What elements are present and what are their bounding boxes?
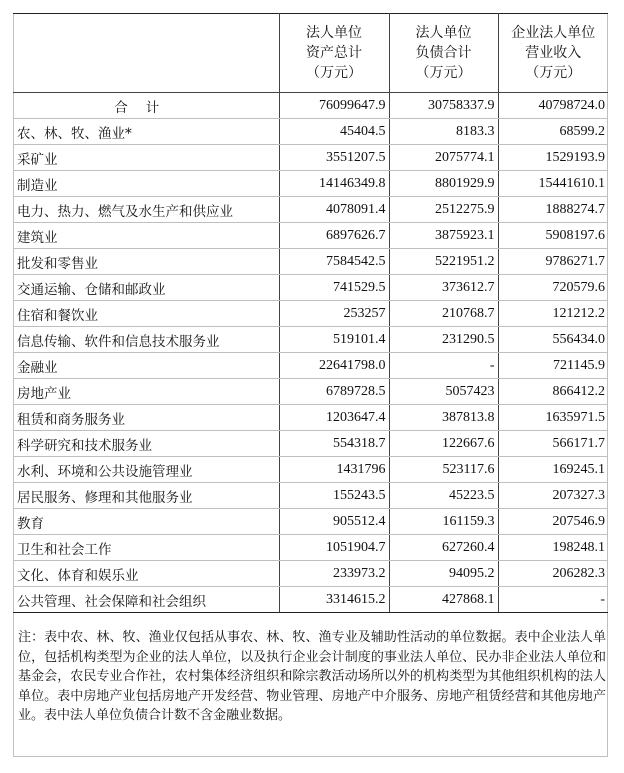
assets-cell: 741529.5 — [279, 275, 389, 301]
revenue-cell: 866412.2 — [498, 379, 608, 405]
industry-name-cell: 电力、热力、燃气及水生产和供应业 — [13, 197, 279, 223]
liabilities-cell: 2075774.1 — [389, 145, 498, 171]
assets-cell: 1203647.4 — [279, 405, 389, 431]
table-row — [13, 379, 608, 405]
revenue-cell: 207327.3 — [498, 483, 608, 509]
table-row — [13, 483, 608, 509]
statistics-table-container — [13, 13, 608, 613]
revenue-cell: 9786271.7 — [498, 249, 608, 275]
revenue-cell: 721145.9 — [498, 353, 608, 379]
assets-cell: 45404.5 — [279, 119, 389, 145]
assets-cell: 22641798.0 — [279, 353, 389, 379]
liabilities-cell: 94095.2 — [389, 561, 498, 587]
assets-cell: 6897626.7 — [279, 223, 389, 249]
assets-cell: 6789728.5 — [279, 379, 389, 405]
industry-name-cell: 农、林、牧、渔业* — [13, 119, 279, 145]
assets-cell: 76099647.9 — [279, 93, 389, 119]
industry-name-cell: 合计 — [13, 93, 279, 119]
header-assets-label: 法人单位 资产总计 （万元） — [306, 25, 362, 81]
revenue-cell: 566171.7 — [498, 431, 608, 457]
liabilities-cell: - — [389, 353, 498, 379]
revenue-cell: 68599.2 — [498, 119, 608, 145]
revenue-cell: 1529193.9 — [498, 145, 608, 171]
header-liabilities-label: 法人单位 负债合计 （万元） — [415, 25, 472, 81]
liabilities-cell: 8183.3 — [389, 119, 498, 145]
table-row-total — [13, 93, 608, 119]
liabilities-cell: 387813.8 — [389, 405, 498, 431]
table-row — [13, 171, 608, 197]
liabilities-cell: 427868.1 — [389, 587, 498, 613]
liabilities-cell: 523117.6 — [389, 457, 498, 483]
liabilities-cell: 2512275.9 — [389, 197, 498, 223]
revenue-cell: 720579.6 — [498, 275, 608, 301]
table-row — [13, 353, 608, 379]
table-row — [13, 457, 608, 483]
revenue-cell: 15441610.1 — [498, 171, 608, 197]
revenue-cell: 5908197.6 — [498, 223, 608, 249]
revenue-cell: 1635971.5 — [498, 405, 608, 431]
revenue-cell: 40798724.0 — [498, 93, 608, 119]
liabilities-cell: 373612.7 — [389, 275, 498, 301]
liabilities-cell: 5221951.2 — [389, 249, 498, 275]
header-assets — [279, 14, 389, 93]
assets-cell: 233973.2 — [279, 561, 389, 587]
table-row — [13, 197, 608, 223]
liabilities-cell: 627260.4 — [389, 535, 498, 561]
industry-name-cell: 金融业 — [13, 353, 279, 379]
table-row — [13, 561, 608, 587]
industry-name-cell: 文化、体育和娱乐业 — [13, 561, 279, 587]
header-revenue — [498, 14, 608, 93]
industry-name-cell: 科学研究和技术服务业 — [13, 431, 279, 457]
liabilities-cell: 122667.6 — [389, 431, 498, 457]
industry-name-cell: 水利、环境和公共设施管理业 — [13, 457, 279, 483]
industry-name-cell: 批发和零售业 — [13, 249, 279, 275]
industry-name-cell: 房地产业 — [13, 379, 279, 405]
table-row — [13, 275, 608, 301]
table-row — [13, 587, 608, 613]
industry-name-cell: 住宿和餐饮业 — [13, 301, 279, 327]
assets-cell: 554318.7 — [279, 431, 389, 457]
liabilities-cell: 30758337.9 — [389, 93, 498, 119]
table-row — [13, 145, 608, 171]
industry-name-cell: 公共管理、社会保障和社会组织 — [13, 587, 279, 613]
assets-cell: 14146349.8 — [279, 171, 389, 197]
assets-cell: 3551207.5 — [279, 145, 389, 171]
statistics-table — [13, 13, 608, 613]
industry-name-cell: 卫生和社会工作 — [13, 535, 279, 561]
assets-cell: 253257 — [279, 301, 389, 327]
table-note: 注：表中农、林、牧、渔业仅包括从事农、林、牧、渔专业及辅助性活动的单位数据。表中企业法人单位，包括机构类型为企业的法人单位，以及执行企业会计制度的事业法人单位、民办非企业法人单位和基金会，农民专业合作社，农村集体经济组织和除宗教活动场所以外的机构类型为其他组织机构的法人单位。表中房地产业包括房地产开发经营、物业管理、房地产中介服务、房地产租赁经营和其他房地产业。表中法人单位负债合计数不含金融业数据。 — [18, 630, 606, 723]
table-row — [13, 509, 608, 535]
header-industry — [13, 14, 279, 93]
revenue-cell: 206282.3 — [498, 561, 608, 587]
table-row — [13, 249, 608, 275]
revenue-cell: 207546.9 — [498, 509, 608, 535]
table-row — [13, 431, 608, 457]
header-revenue-label: 企业法人单位 营业收入 （万元） — [511, 25, 596, 81]
assets-cell: 1431796 — [279, 457, 389, 483]
industry-name-cell: 信息传输、软件和信息技术服务业 — [13, 327, 279, 353]
assets-cell: 905512.4 — [279, 509, 389, 535]
revenue-cell: 121212.2 — [498, 301, 608, 327]
liabilities-cell: 5057423 — [389, 379, 498, 405]
table-row — [13, 119, 608, 145]
revenue-cell: 198248.1 — [498, 535, 608, 561]
industry-name-cell: 制造业 — [13, 171, 279, 197]
liabilities-cell: 45223.5 — [389, 483, 498, 509]
liabilities-cell: 8801929.9 — [389, 171, 498, 197]
table-row — [13, 223, 608, 249]
industry-name-cell: 采矿业 — [13, 145, 279, 171]
revenue-cell: - — [498, 587, 608, 613]
assets-cell: 519101.4 — [279, 327, 389, 353]
assets-cell: 7584542.5 — [279, 249, 389, 275]
table-body — [13, 93, 608, 613]
table-row — [13, 301, 608, 327]
industry-name-cell: 租赁和商务服务业 — [13, 405, 279, 431]
table-header-row — [13, 14, 608, 93]
industry-name-cell: 建筑业 — [13, 223, 279, 249]
liabilities-cell: 210768.7 — [389, 301, 498, 327]
assets-cell: 155243.5 — [279, 483, 389, 509]
header-liabilities — [389, 14, 498, 93]
industry-name-cell: 交通运输、仓储和邮政业 — [13, 275, 279, 301]
revenue-cell: 556434.0 — [498, 327, 608, 353]
table-row — [13, 327, 608, 353]
assets-cell: 3314615.2 — [279, 587, 389, 613]
assets-cell: 4078091.4 — [279, 197, 389, 223]
revenue-cell: 169245.1 — [498, 457, 608, 483]
liabilities-cell: 161159.3 — [389, 509, 498, 535]
revenue-cell: 1888274.7 — [498, 197, 608, 223]
liabilities-cell: 3875923.1 — [389, 223, 498, 249]
industry-name-cell: 教育 — [13, 509, 279, 535]
table-row — [13, 535, 608, 561]
industry-name-cell: 居民服务、修理和其他服务业 — [13, 483, 279, 509]
assets-cell: 1051904.7 — [279, 535, 389, 561]
liabilities-cell: 231290.5 — [389, 327, 498, 353]
table-row — [13, 405, 608, 431]
